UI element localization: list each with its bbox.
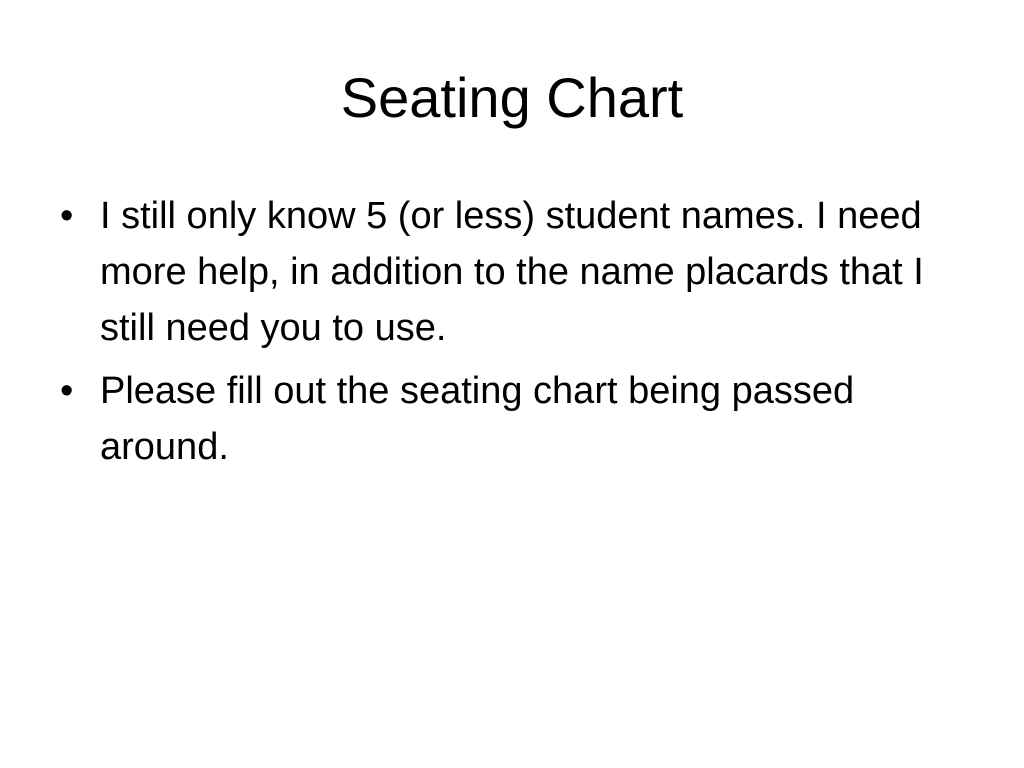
bullet-item (58, 363, 968, 475)
slide-title: Seating Chart (340, 66, 684, 129)
bullet-item (58, 188, 968, 356)
bullet-text: I still only know 5 (or less) student names. I need more help, in addition to the name placards that I still need you to use. (100, 195, 924, 349)
bullet-icon: • (60, 195, 74, 237)
bullet-text: Please fill out the seating chart being passed around. (100, 370, 855, 468)
bullet-list (58, 188, 968, 482)
bullet-icon: • (60, 370, 74, 412)
